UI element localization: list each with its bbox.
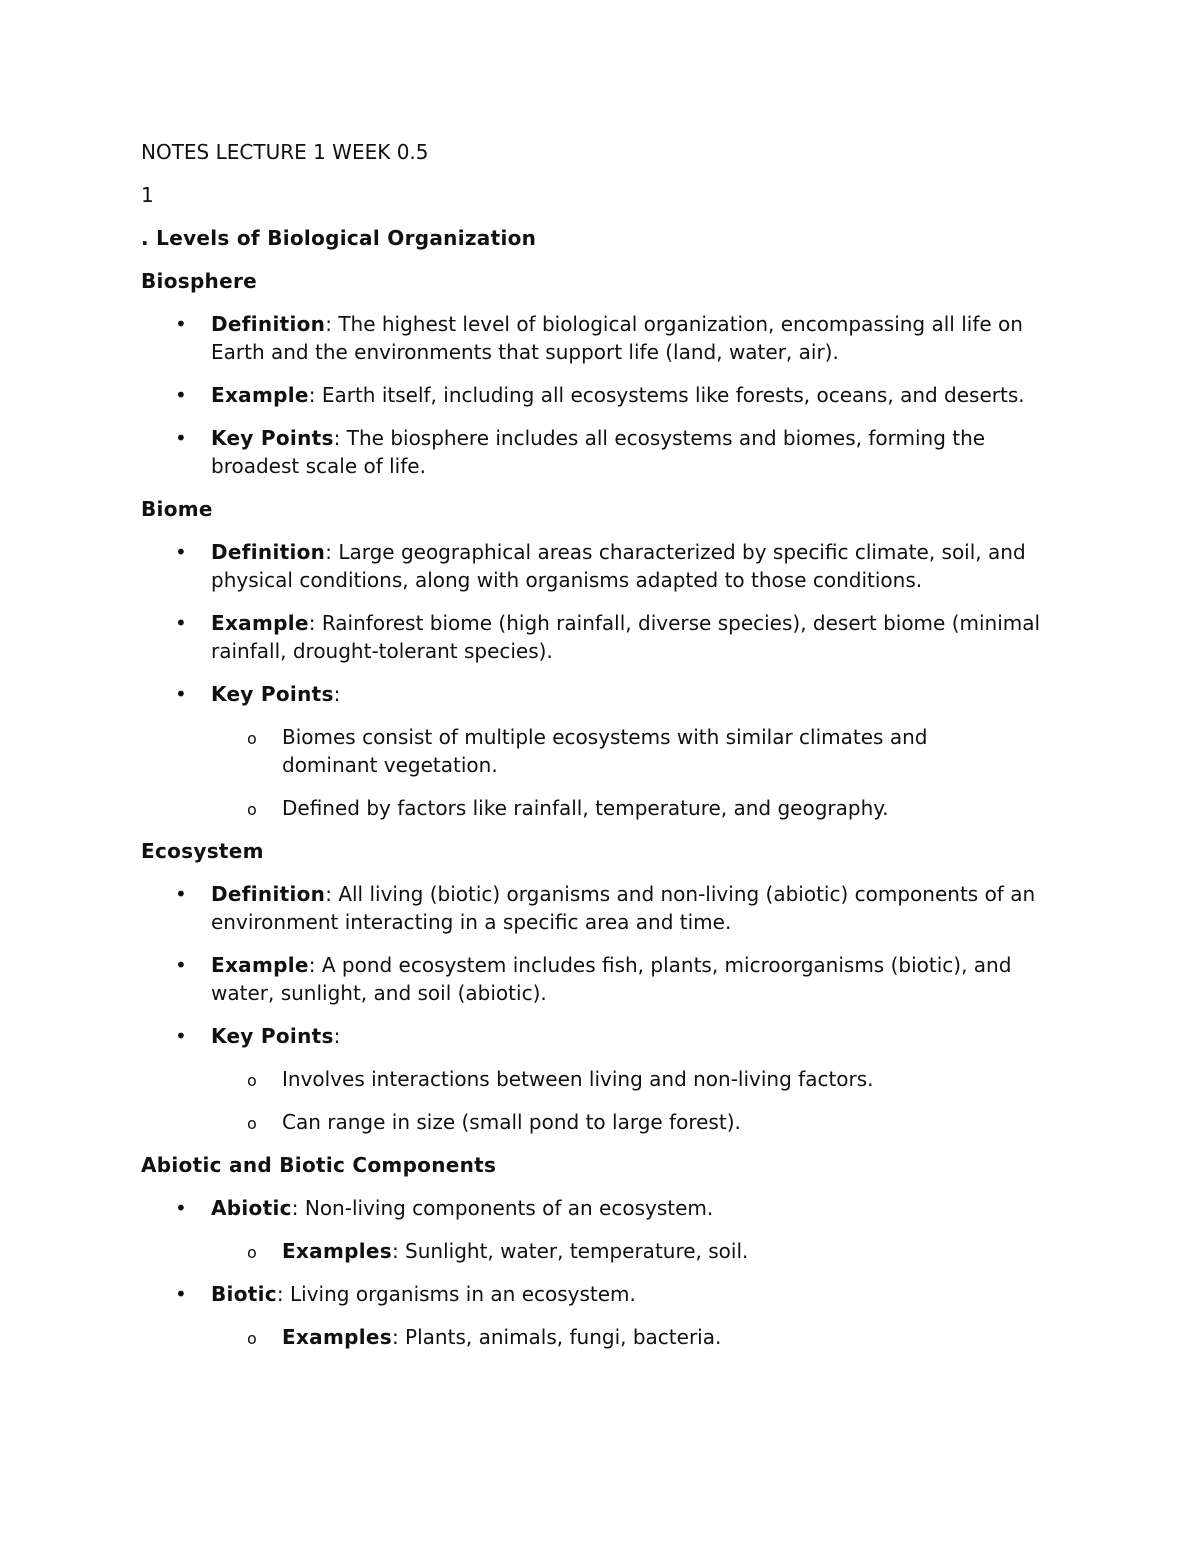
sub-bullet-icon: o — [247, 1329, 257, 1348]
item-text: : Non-living components of an ecosystem. — [291, 1196, 714, 1220]
list-item — [141, 538, 1071, 594]
sub-item-text: Can range in size (small pond to large forest). — [282, 1110, 741, 1134]
sub-item-text: : Plants, animals, fungi, bacteria. — [391, 1325, 722, 1349]
components-list — [141, 1194, 1071, 1351]
item-label: Key Points — [211, 426, 334, 450]
item-text: : Earth itself, including all ecosystems like forests, oceans, and deserts. — [308, 383, 1025, 407]
item-text: : The biosphere includes all ecosystems and biomes, forming the broadest scale of life. — [211, 426, 986, 478]
item-text: : Large geographical areas characterized by specific climate, soil, and physical conditions, along with organisms adapted to those conditions. — [211, 540, 1026, 592]
sub-list-item — [211, 723, 1001, 779]
sub-bullet-icon: o — [247, 1114, 257, 1133]
document-page — [141, 138, 1071, 1366]
item-text: : — [333, 682, 341, 706]
sub-bullet-icon: o — [247, 1071, 257, 1090]
sub-item-text: Biomes consist of multiple ecosystems with similar climates and dominant vegetation. — [282, 725, 928, 777]
item-text: : All living (biotic) organisms and non-living (abiotic) components of an environment interacting in a specific area and time. — [211, 882, 1036, 934]
ecosystem-sub-list — [211, 1065, 1071, 1136]
biotic-sub-list — [211, 1323, 1071, 1351]
document-title: NOTES LECTURE 1 WEEK 0.5 — [141, 140, 429, 164]
list-item — [141, 951, 1071, 1007]
biome-list — [141, 538, 1071, 822]
ecosystem-list — [141, 880, 1071, 1136]
bullet-icon: • — [175, 383, 187, 407]
sub-list-item — [211, 1237, 1001, 1265]
sub-list-item — [211, 1323, 1001, 1351]
list-item — [141, 310, 1071, 366]
bullet-icon: • — [175, 1282, 187, 1306]
list-item — [141, 381, 1071, 409]
bullet-icon: • — [175, 1196, 187, 1220]
bullet-icon: • — [175, 953, 187, 977]
sub-item-text: Involves interactions between living and non-living factors. — [282, 1067, 874, 1091]
item-label: Definition — [211, 312, 326, 336]
bullet-icon: • — [175, 540, 187, 564]
list-item — [141, 680, 1071, 822]
item-label: Abiotic — [211, 1196, 292, 1220]
sub-list-item — [211, 1065, 1001, 1093]
bullet-icon: • — [175, 312, 187, 336]
item-text: : The highest level of biological organization, encompassing all life on Earth and the environments that support life (land, water, air). — [211, 312, 1023, 364]
sub-item-text: Defined by factors like rainfall, temperature, and geography. — [282, 796, 889, 820]
biome-heading: Biome — [141, 497, 213, 521]
sub-list-item — [211, 794, 1001, 822]
item-text: : A pond ecosystem includes fish, plants, microorganisms (biotic), and water, sunlight, and soil (abiotic). — [211, 953, 1012, 1005]
item-label: Key Points — [211, 1024, 334, 1048]
item-label: Biotic — [211, 1282, 277, 1306]
sub-bullet-icon: o — [247, 800, 257, 819]
sub-bullet-icon: o — [247, 729, 257, 748]
item-label: Example — [211, 953, 309, 977]
list-item — [141, 880, 1071, 936]
components-heading: Abiotic and Biotic Components — [141, 1153, 497, 1177]
bullet-icon: • — [175, 611, 187, 635]
ecosystem-heading: Ecosystem — [141, 839, 264, 863]
list-item — [141, 424, 1071, 480]
sub-item-label: Examples — [282, 1325, 392, 1349]
section-title: . Levels of Biological Organization — [141, 226, 537, 250]
item-label: Example — [211, 383, 309, 407]
abiotic-sub-list — [211, 1237, 1071, 1265]
sub-item-label: Examples — [282, 1239, 392, 1263]
bullet-icon: • — [175, 882, 187, 906]
biosphere-heading: Biosphere — [141, 269, 257, 293]
sub-item-text: : Sunlight, water, temperature, soil. — [391, 1239, 749, 1263]
sub-list-item — [211, 1108, 1001, 1136]
bullet-icon: • — [175, 1024, 187, 1048]
item-text: : — [333, 1024, 341, 1048]
section-number: 1 — [141, 183, 154, 207]
sub-bullet-icon: o — [247, 1243, 257, 1262]
list-item — [141, 609, 1071, 665]
biosphere-list — [141, 310, 1071, 480]
item-text: : Rainforest biome (high rainfall, diverse species), desert biome (minimal rainfall, drought-tolerant species). — [211, 611, 1041, 663]
bullet-icon: • — [175, 682, 187, 706]
bullet-icon: • — [175, 426, 187, 450]
item-label: Key Points — [211, 682, 334, 706]
biome-sub-list — [211, 723, 1071, 822]
list-item — [141, 1194, 1071, 1265]
item-label: Example — [211, 611, 309, 635]
item-label: Definition — [211, 882, 326, 906]
item-text: : Living organisms in an ecosystem. — [276, 1282, 636, 1306]
list-item — [141, 1280, 1071, 1351]
item-label: Definition — [211, 540, 326, 564]
list-item — [141, 1022, 1071, 1136]
